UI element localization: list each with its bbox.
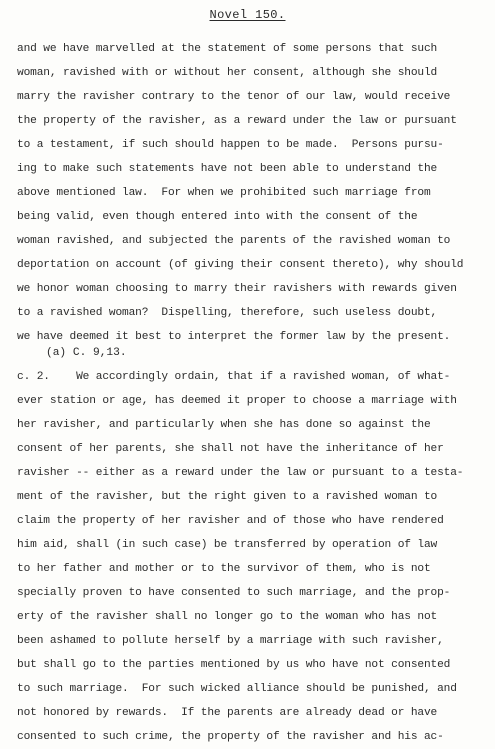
text-line: specially proven to have consented to such marriage, and the prop- xyxy=(17,587,451,599)
text-line: woman, ravished with or without her consent, although she should xyxy=(17,67,438,79)
text-line: and we have marvelled at the statement of some persons that such xyxy=(17,43,438,55)
text-line: ment of the ravisher, but the right given to a ravished woman to xyxy=(17,491,438,503)
text-line: to a ravished woman? Dispelling, therefore, such useless doubt, xyxy=(17,307,438,319)
text-line: we have deemed it best to interpret the former law by the present. xyxy=(17,331,451,343)
text-line: ever station or age, has deemed it proper to choose a marriage with xyxy=(17,395,457,407)
text-line: above mentioned law. For when we prohibited such marriage from xyxy=(17,187,431,199)
text-line: been ashamed to pollute herself by a marriage with such ravisher, xyxy=(17,635,444,647)
text-line: him aid, shall (in such case) be transferred by operation of law xyxy=(17,539,438,551)
text-line: marry the ravisher contrary to the tenor of our law, would receive xyxy=(17,91,451,103)
text-line: ravisher -- either as a reward under the law or pursuant to a testa- xyxy=(17,467,464,479)
text-line: erty of the ravisher shall no longer go to the woman who has not xyxy=(17,611,438,623)
text-line: we honor woman choosing to marry their ravishers with rewards given xyxy=(17,283,457,295)
text-line: but shall go to the parties mentioned by us who have not consented xyxy=(17,659,451,671)
footnote-citation: (a) C. 9,13. xyxy=(46,347,127,359)
text-line: c. 2. We accordingly ordain, that if a ravished woman, of what- xyxy=(17,371,451,383)
text-line: to such marriage. For such wicked alliance should be punished, and xyxy=(17,683,457,695)
text-line: consented to such crime, the property of the ravisher and his ac- xyxy=(17,731,444,743)
text-line: woman ravished, and subjected the parents of the ravished woman to xyxy=(17,235,451,247)
text-line: consent of her parents, she shall not have the inheritance of her xyxy=(17,443,444,455)
text-line: to her father and mother or to the survivor of them, who is not xyxy=(17,563,431,575)
text-line: being valid, even though entered into with the consent of the xyxy=(17,211,418,223)
text-line: ing to make such statements have not been able to understand the xyxy=(17,163,438,175)
text-line: not honored by rewards. If the parents are already dead or have xyxy=(17,707,438,719)
text-line: deportation on account (of giving their consent thereto), why should xyxy=(17,259,464,271)
text-line: her ravisher, and particularly when she has done so against the xyxy=(17,419,431,431)
page-title: Novel 150. xyxy=(209,8,286,22)
text-line: the property of the ravisher, as a reward under the law or pursuant xyxy=(17,115,457,127)
text-line: to a testament, if such should happen to be made. Persons pursu- xyxy=(17,139,444,151)
text-line: claim the property of her ravisher and of those who have rendered xyxy=(17,515,444,527)
